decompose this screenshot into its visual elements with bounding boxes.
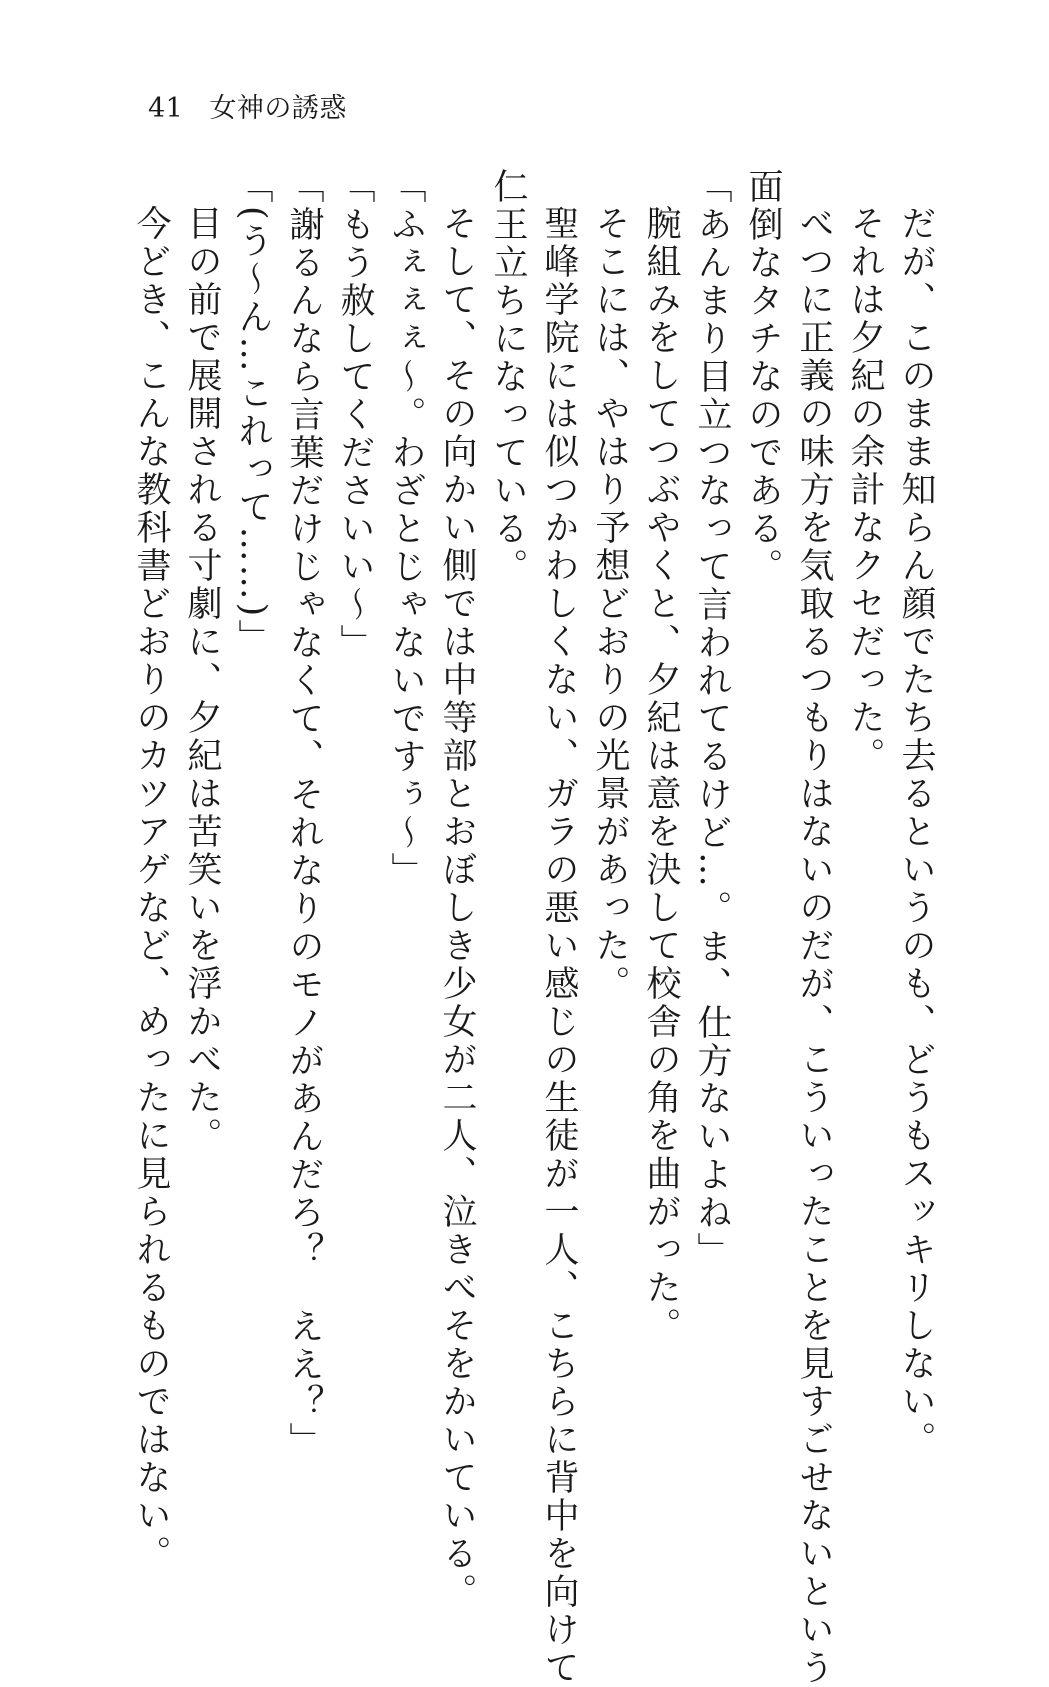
page-header	[148, 86, 347, 125]
text-line: べつに正義の味方を気取るつもりはないのだが、こういったことを見すごせないという	[794, 205, 834, 1687]
text-line: そして、その向かい側では中等部とおぼしき少女が二人、泣きべそをかいている。	[437, 205, 477, 1611]
text-line: 「ふぇぇぇ〜。わざとじゃないですぅ〜」	[386, 168, 426, 890]
text-line: 「もう赦してくださいい〜」	[335, 168, 375, 662]
text-line: それは夕紀の余計なクセだった。	[845, 205, 885, 775]
page-number: 41	[148, 93, 184, 124]
text-line: 今どき、こんな教科書どおりのカツアゲなど、めったに見られるものではない。	[131, 205, 171, 1573]
text-line: そこには、やはり予想どおりの光景があった。	[590, 205, 630, 1003]
text-line: 腕組みをしてつぶやくと、夕紀は意を決して校舎の角を曲がった。	[641, 205, 681, 1345]
text-line: 目の前で展開される寸劇に、夕紀は苦笑いを浮かべた。	[182, 205, 222, 1155]
text-line: 聖峰学院には似つかわしくない、ガラの悪い感じの生徒が一人、こちらに背中を向けて	[539, 205, 579, 1687]
text-line: 「(う〜ん…これって……)」	[233, 168, 273, 658]
text-line: 「あんまり目立つなって言われてるけど…。ま、仕方ないよね」	[692, 168, 732, 1270]
chapter-title: 女神の誘惑	[209, 93, 347, 124]
vertical-body-text	[121, 168, 941, 1687]
text-line: 「謝るんなら言葉だけじゃなくて、それなりのモノがあんだろ？ ええ？」	[284, 168, 324, 1460]
text-line: だが、このまま知らん顔でたち去るというのも、どうもスッキリしない。	[896, 205, 936, 1459]
text-line: 仁王立ちになっている。	[488, 168, 528, 586]
text-line: 面倒なタチなのである。	[743, 168, 783, 586]
